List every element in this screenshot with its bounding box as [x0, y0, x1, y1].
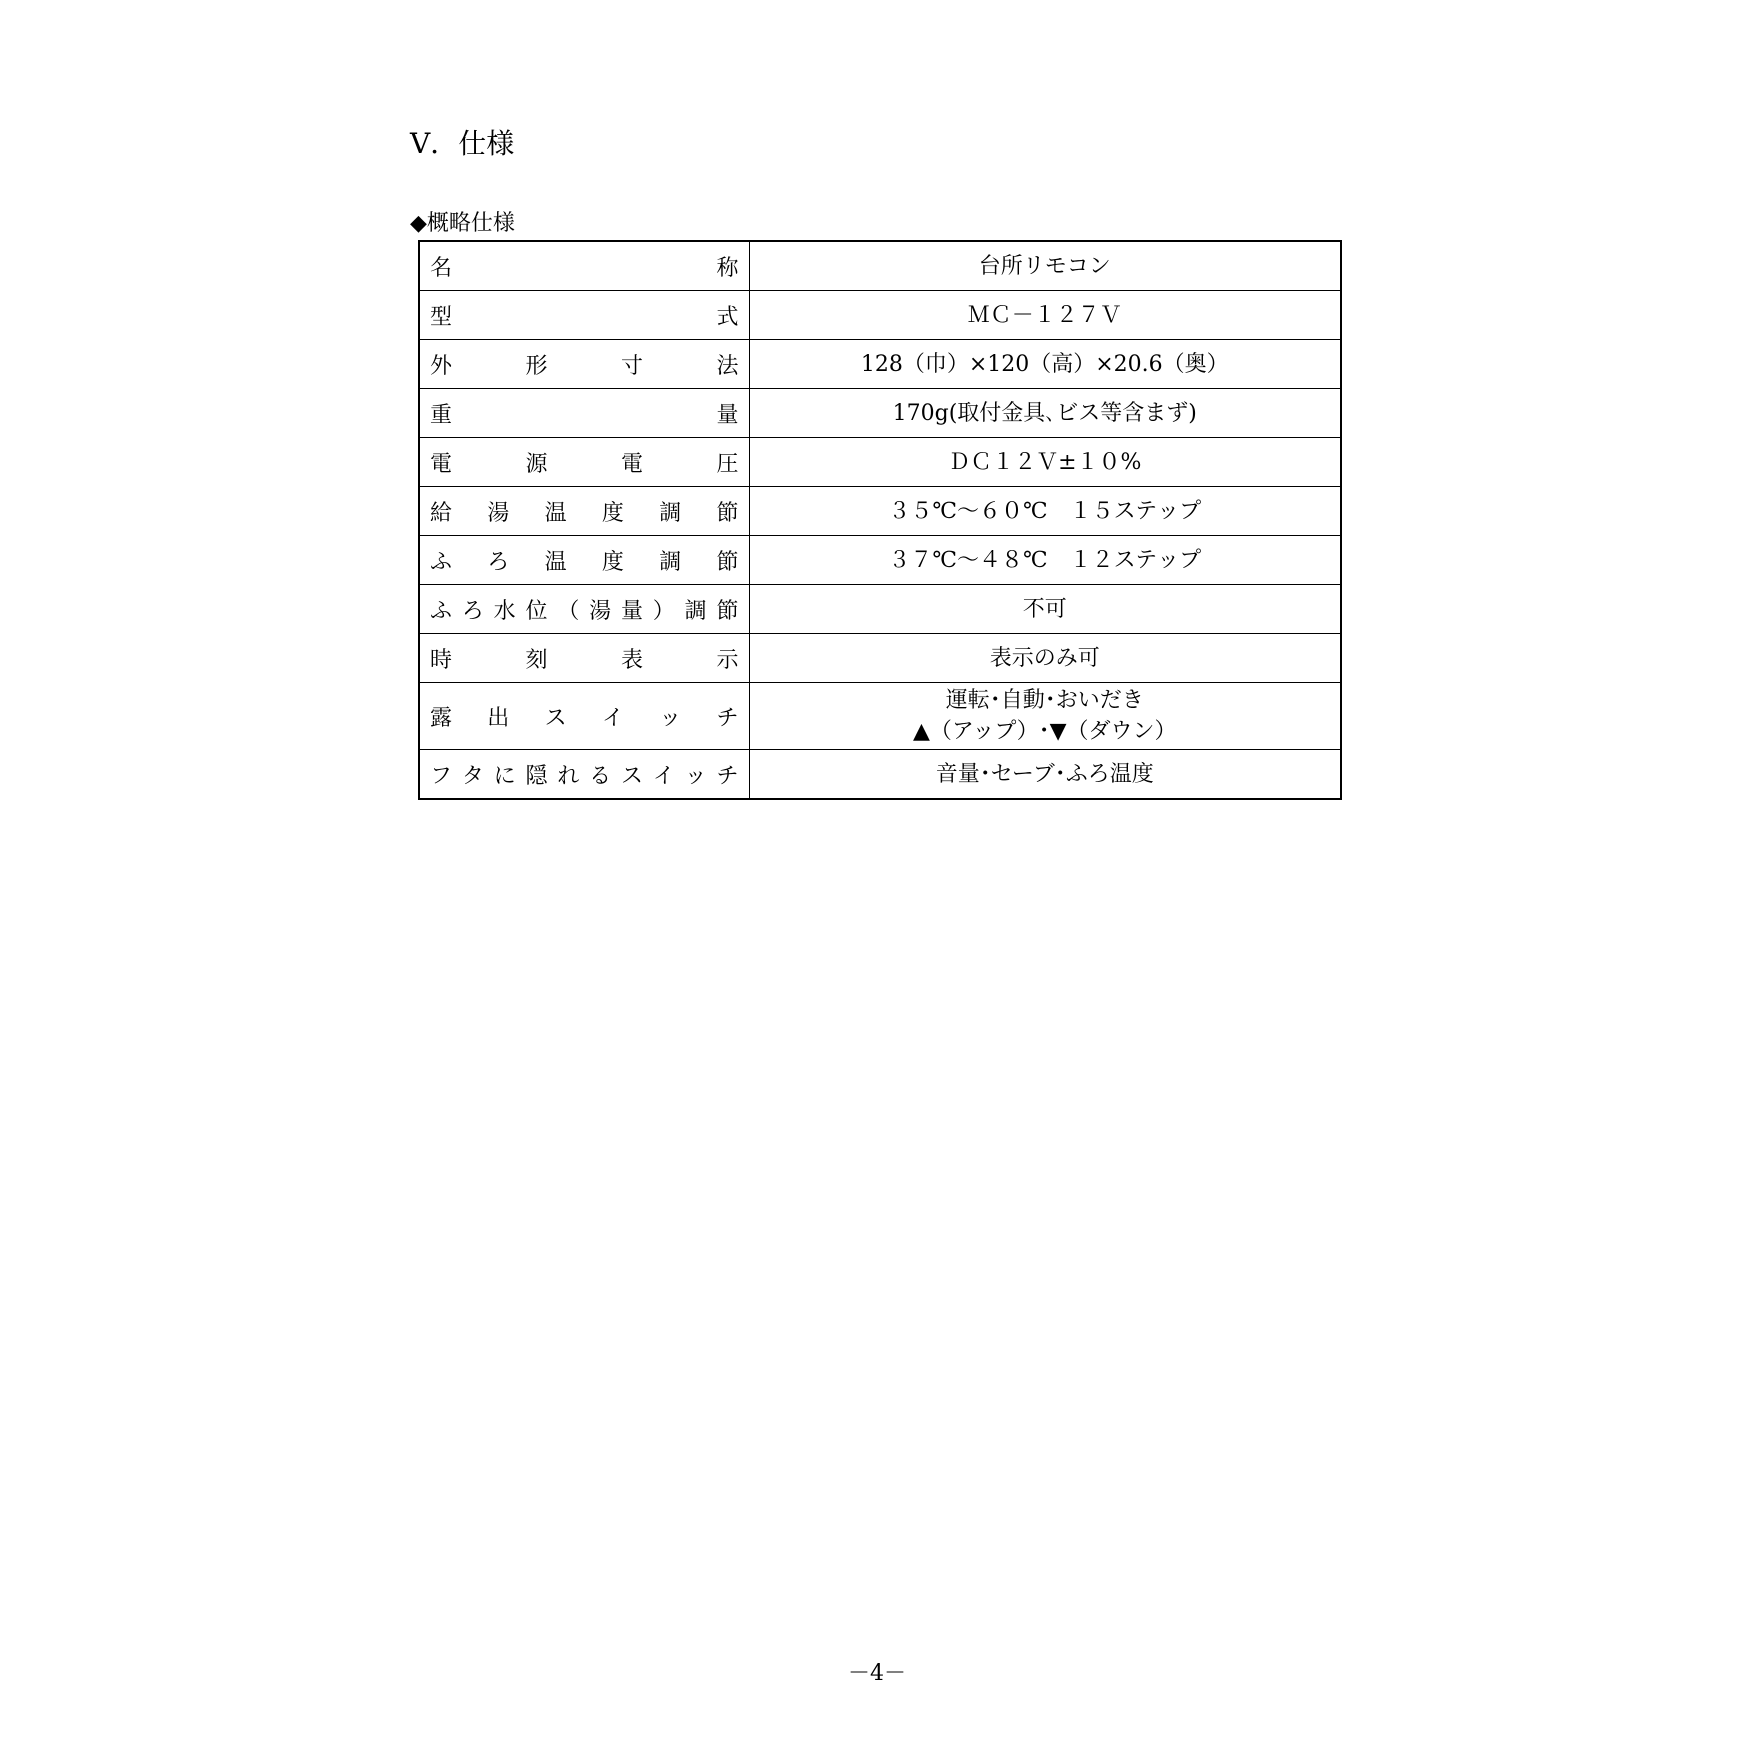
spec-label: [419, 291, 749, 340]
spec-label-char: 度: [601, 549, 624, 575]
spec-label-char: 法: [716, 353, 739, 379]
spec-label-char: 度: [601, 500, 624, 526]
spec-label-char: 湯: [589, 598, 612, 624]
spec-table-body: [419, 241, 1341, 799]
spec-value: 台所リモコン: [749, 241, 1341, 291]
spec-label-char: 出: [487, 705, 510, 731]
spec-label-char: ス: [620, 763, 643, 789]
spec-label-char: ッ: [659, 705, 682, 731]
table-row: [419, 683, 1341, 750]
spec-label-char: ス: [544, 705, 567, 731]
spec-label-chars: [430, 643, 739, 674]
spec-label-chars: [430, 447, 739, 478]
spec-label-char: 示: [716, 647, 739, 673]
spec-label-char: 調: [684, 598, 707, 624]
spec-value: ３５℃～６０℃ １５ステップ: [749, 487, 1341, 536]
spec-label-char: 節: [716, 549, 739, 575]
spec-label-char: 隠: [525, 763, 548, 789]
spec-label: [419, 487, 749, 536]
spec-label: [419, 634, 749, 683]
table-row: [419, 241, 1341, 291]
table-row: [419, 389, 1341, 438]
spec-label-chars: [430, 398, 739, 429]
spec-label: [419, 750, 749, 800]
spec-label-char: ）: [652, 598, 675, 624]
table-row: [419, 750, 1341, 800]
spec-label-char: フ: [430, 763, 453, 789]
spec-label-char: 源: [525, 451, 548, 477]
spec-label-char: 節: [716, 500, 739, 526]
spec-label-chars: [430, 349, 739, 380]
spec-label-char: 湯: [487, 500, 510, 526]
spec-label-char: 電: [620, 451, 643, 477]
spec-label-char: 表: [620, 647, 643, 673]
spec-label-chars: [430, 300, 739, 331]
spec-label-char: 重: [430, 402, 453, 428]
table-row: [419, 291, 1341, 340]
spec-label-char: 型: [430, 304, 453, 330]
spec-label-char: 給: [430, 500, 453, 526]
spec-label: [419, 536, 749, 585]
spec-label-char: イ: [652, 763, 675, 789]
table-row: [419, 536, 1341, 585]
spec-label-char: 式: [716, 304, 739, 330]
spec-label: [419, 389, 749, 438]
spec-label-chars: [430, 759, 739, 790]
spec-subheading: ◆概略仕様: [410, 211, 515, 236]
spec-label-char: れ: [557, 763, 580, 789]
spec-value: 運転･自動･おいだき ▲（アップ）･▼（ダウン）: [749, 683, 1341, 750]
spec-label-char: る: [589, 763, 612, 789]
spec-label-char: 電: [430, 451, 453, 477]
spec-label-char: 刻: [525, 647, 548, 673]
spec-label-char: 露: [430, 705, 453, 731]
spec-label-char: に: [493, 763, 516, 789]
spec-label-char: 温: [544, 500, 567, 526]
spec-value: ３７℃～４８℃ １２ステップ: [749, 536, 1341, 585]
spec-label-char: ろ: [487, 549, 510, 575]
spec-label-char: 寸: [620, 353, 643, 379]
spec-label-chars: [430, 251, 739, 282]
spec-label-char: 水: [493, 598, 516, 624]
spec-label-char: 量: [716, 402, 739, 428]
table-row: [419, 340, 1341, 389]
spec-table: [418, 240, 1342, 800]
spec-label-char: 調: [659, 500, 682, 526]
spec-label-char: 温: [544, 549, 567, 575]
spec-label-char: 外: [430, 353, 453, 379]
spec-label: [419, 683, 749, 750]
spec-label-char: 形: [525, 353, 548, 379]
spec-value: ＭＣ－１２７Ｖ: [749, 291, 1341, 340]
spec-value: 音量･セーブ･ふろ温度: [749, 750, 1341, 800]
spec-label: [419, 340, 749, 389]
spec-label: [419, 585, 749, 634]
spec-value: ＤＣ１２Ｖ±１０%: [749, 438, 1341, 487]
section-title: Ⅴ．仕様: [410, 127, 515, 160]
spec-label-char: 量: [620, 598, 643, 624]
spec-value: 128（巾）×120（高）×20.6（奥）: [749, 340, 1341, 389]
table-row: [419, 585, 1341, 634]
spec-label-char: ふ: [430, 598, 453, 624]
spec-label-char: チ: [716, 705, 739, 731]
spec-label: [419, 241, 749, 291]
spec-label-chars: [430, 545, 739, 576]
spec-label: [419, 438, 749, 487]
table-row: [419, 634, 1341, 683]
spec-label-char: ッ: [684, 763, 707, 789]
spec-value: 不可: [749, 585, 1341, 634]
spec-label-char: 調: [659, 549, 682, 575]
spec-label-char: 節: [716, 598, 739, 624]
spec-label-char: 圧: [716, 451, 739, 477]
spec-label-char: ふ: [430, 549, 453, 575]
spec-label-char: 名: [430, 255, 453, 281]
table-row: [419, 487, 1341, 536]
spec-label-chars: [430, 594, 739, 625]
spec-value: 170g(取付金具､ビス等含まず): [749, 389, 1341, 438]
spec-label-chars: [430, 701, 739, 732]
table-row: [419, 438, 1341, 487]
spec-label-char: チ: [716, 763, 739, 789]
spec-label-chars: [430, 496, 739, 527]
spec-label-char: 称: [716, 255, 739, 281]
spec-label-char: イ: [601, 705, 624, 731]
spec-value: 表示のみ可: [749, 634, 1341, 683]
spec-label-char: タ: [461, 763, 484, 789]
page-number: －4－: [848, 1661, 906, 1686]
spec-label-char: （: [557, 598, 580, 624]
spec-label-char: 時: [430, 647, 453, 673]
spec-label-char: 位: [525, 598, 548, 624]
spec-label-char: ろ: [461, 598, 484, 624]
